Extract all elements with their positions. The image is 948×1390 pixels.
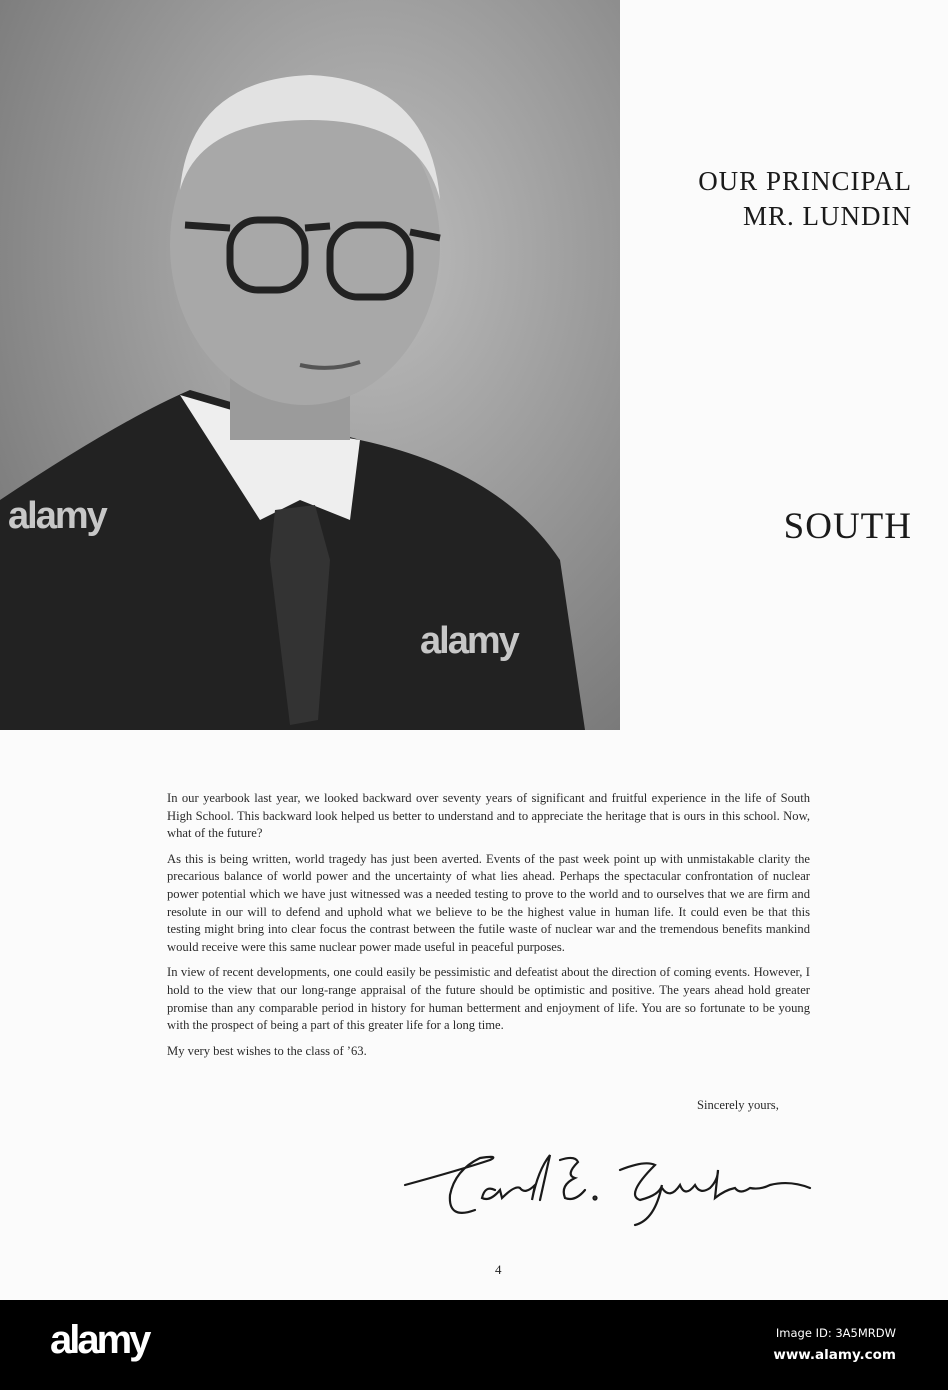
signature: [400, 1140, 820, 1235]
watermark: alamy: [420, 620, 518, 662]
letter-body: [167, 790, 810, 1068]
watermark: alamy: [8, 495, 106, 537]
page-number: 4: [495, 1262, 502, 1277]
stock-footer: [0, 1300, 948, 1390]
letter-paragraph: My very best wishes to the class of ’63.: [167, 1043, 367, 1058]
alamy-logo: alamy: [50, 1318, 149, 1362]
letter-paragraph: As this is being written, world tragedy has just been averted. Events of the past week point up with unmistakable clarity the precarious balance of world power and the uncertainty of what lies ahead. Perhaps the spectacular confrontation of nuclear power potential which we have just witnessed was a needed testing to prove to the world and to ourselves that we are firm and resolute in our will to defend and uphold what we believe to be the highest value in human life. It could even be that this testing might bring into clear focus the contrast between the futile waste of nuclear war and the tremendous benefits mankind would receive were this same nuclear power made useful in peaceful purposes.: [167, 851, 810, 954]
heading-school: SOUTH: [783, 506, 912, 547]
letter-closing: Sincerely yours,: [697, 1098, 779, 1112]
image-id: Image ID: 3A5MRDW: [775, 1326, 896, 1340]
heading-our-principal: OUR PRINCIPAL: [698, 166, 912, 196]
letter-paragraph: In view of recent developments, one could easily be pessimistic and defeatist about the direction of coming events. However, I hold to the view that our long-range appraisal of the future should be optimistic and positive. The years ahead hold greater promise than any comparable period in history for human betterment and enjoyment of life. You are so fortunate to be young with the prospect of being a part of this greater life for a long time.: [167, 965, 810, 1033]
letter-paragraph: In our yearbook last year, we looked backward over seventy years of significant and fruitful experience in the life of South High School. This backward look helped us better to understand and to appreciate the heritage that is ours in this school. Now, what of the future?: [167, 791, 810, 841]
footer-url[interactable]: www.alamy.com: [773, 1347, 896, 1363]
heading-principal-name: MR. LUNDIN: [743, 201, 912, 231]
principal-portrait-photo: [0, 0, 620, 730]
